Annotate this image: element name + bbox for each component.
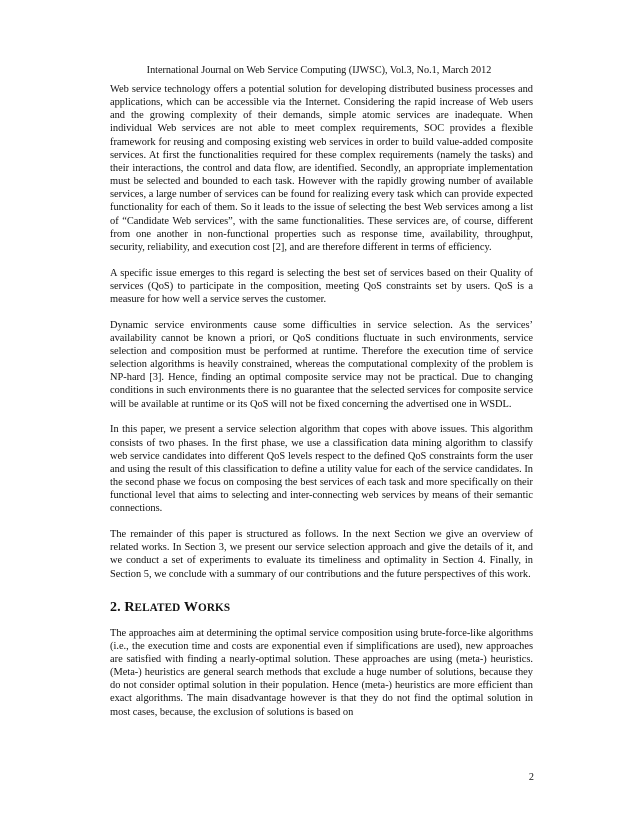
paragraph-intro-3: Dynamic service environments cause some difficulties in service selection. As the services’ availability cannot be known a priori, or QoS conditions fluctuate in such environments, service selection and composition must be performed at runtime. Therefore the execution time of service selection algorithms is heavily constrained, whereas the computational complexity of the problem is NP-hard [3]. Hence, finding an optimal composite service may not be practical. Due to changing conditions in such environments there is no guarantee that the selected services for composite service will be available at runtime or its QoS will not be fixed concerning the advertised one in WSDL. — [110, 319, 533, 410]
section-heading-related-works — [110, 600, 533, 616]
paragraph-intro-2: A specific issue emerges to this regard is selecting the best set of services based on their Quality of services (QoS) to participate in the composition, meeting QoS constraints set by users. QoS is a measure for how well a service serves the customer. — [110, 267, 533, 305]
paragraph-related-works-1: The approaches aim at determining the optimal service composition using brute-force-like algorithms (i.e., the execution time and costs are exponential even if simplifications are used), new approaches are satisfied with finding a nearly-optimal solution. These approaches are using (meta-) heuristics. (Meta-) heuristics are general search methods that exclude a huge number of solutions, because they do not consider optimal solution in their population. Hence (meta-) heuristics are more efficient than exact algorithms. The main disadvantage however is that they do not find the optimal solution in most cases, because, the exclusion of solutions is based on — [110, 627, 533, 718]
section-title-initial-1: R — [124, 599, 135, 615]
section-title-initial-2: W — [183, 599, 199, 615]
section-title-rest-1: ELATED — [134, 601, 181, 614]
body-content — [110, 83, 533, 731]
section-title-rest-2: ORKS — [198, 601, 231, 614]
paragraph-intro-4: In this paper, we present a service selection algorithm that copes with above issues. This algorithm consists of two phases. In the first phase, we use a classification data mining algorithm to classify web service candidates into different QoS levels respect to the defined QoS constraints form the user and using the result of this classification to define a utility value for each of the service candidates. In the second phase we focus on composing the best services of each task and more specifically on their functional level that aims to selecting and inter-connecting web services by means of their semantic connections. — [110, 424, 533, 515]
section-number: 2. — [110, 599, 121, 615]
paragraph-intro-1: Web service technology offers a potential solution for developing distributed business processes and applications, which can be accessible via the Internet. Considering the rapid increase of Web users and the growing complexity of their demands, simple atomic services are inadequate. When individual Web services are not able to meet complex requirements, SOC provides a flexible framework for reusing and composing existing web services in order to build value-added composite services. At first the functionalities required for these complex requirements (namely the tasks) and their interactions, the control and data flow, are identified. Secondly, an appropriate implementation must be selected and bounded to each task. However with the rapidly growing number of available services, a large number of services can be found for realizing every task which can provide expected functionality for each of them. So it leads to the issue of selecting the best Web services among a list of “Candidate Web services”, with the same functionalities. These services are, of course, different from one another in non-functional properties such as response time, availability, throughput, security, reliability, and execution cost [2], and are therefore different in terms of efficiency. — [110, 84, 533, 253]
page-number: 2 — [528, 772, 534, 783]
running-header: International Journal on Web Service Computing (IJWSC), Vol.3, No.1, March 2012 — [146, 65, 492, 76]
paragraph-intro-5: The remainder of this paper is structured as follows. In the next Section we give an overview of related works. In Section 3, we present our service selection approach and give the details of it, and we conduct a set of experiments to evaluate its timeliness and optimality in Section 4. Finally, in Section 5, we conclude with a summary of our contributions and the future perspectives of this work. — [110, 529, 533, 580]
